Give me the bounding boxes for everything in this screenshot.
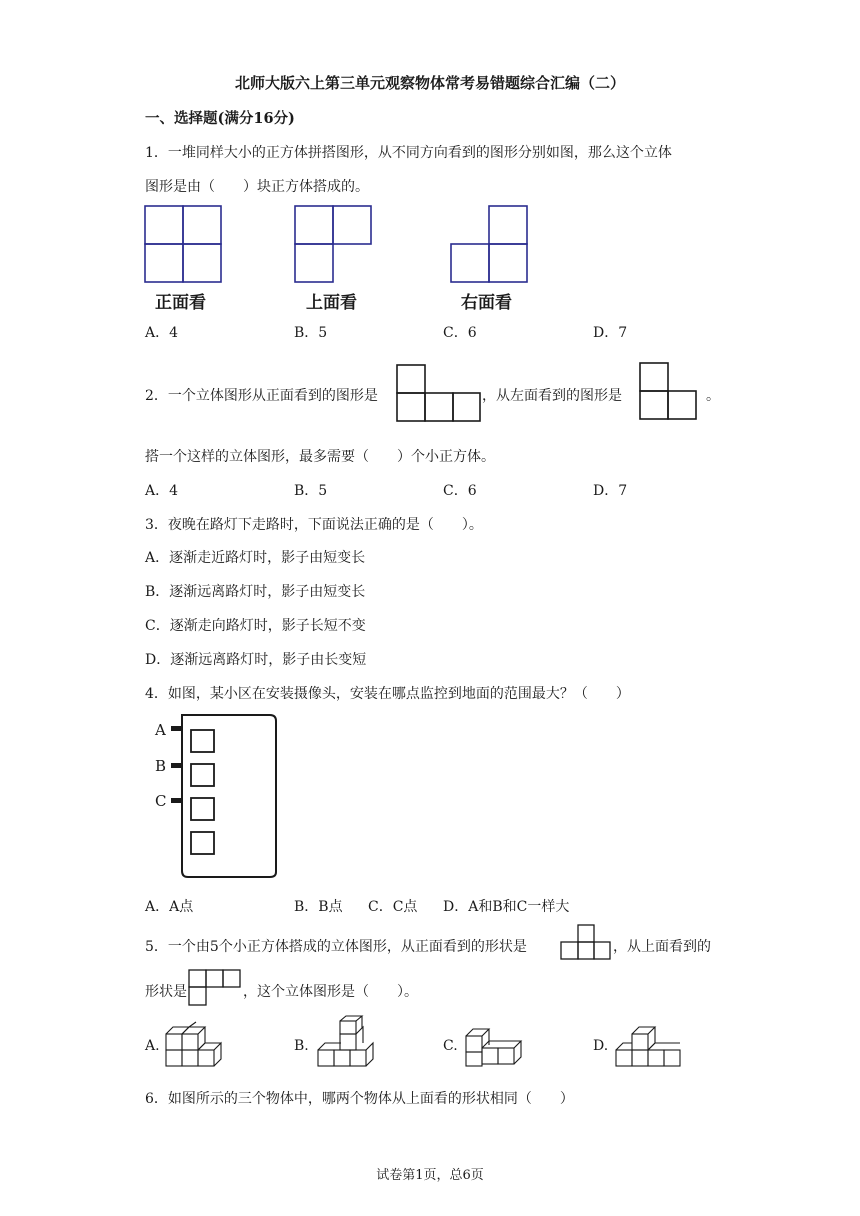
q3-stem: 3．夜晚在路灯下走路时，下面说法正确的是（ ）。 bbox=[145, 517, 483, 533]
q4-point-c-label: C bbox=[155, 792, 167, 810]
q5-option-b-label[interactable]: B. bbox=[294, 1038, 309, 1054]
q2-stem-line2: 搭一个这样的立体图形，最多需要（ ）个小正方体。 bbox=[145, 449, 495, 465]
q5-option-c-figure[interactable] bbox=[460, 1018, 530, 1068]
q4-option-c[interactable]: C．C点 bbox=[368, 899, 418, 915]
q1-front-view-figure bbox=[144, 205, 224, 285]
q5-option-c-label[interactable]: C. bbox=[443, 1038, 458, 1054]
q3-option-d[interactable]: D．逐渐远离路灯时，影子由长变短 bbox=[145, 652, 367, 668]
q1-stem-line1: 1．一堆同样大小的正方体拼搭图形，从不同方向看到的图形分别如图，那么这个立体 bbox=[145, 145, 672, 161]
q5-option-d-figure[interactable] bbox=[614, 1020, 686, 1068]
q1-option-d[interactable]: D．7 bbox=[593, 325, 628, 341]
q5-stem-line2a: 形状是 bbox=[145, 984, 187, 1000]
q2-option-c[interactable]: C．6 bbox=[443, 483, 477, 499]
q4-option-d[interactable]: D．A和B和C一样大 bbox=[443, 899, 570, 915]
q3-option-b[interactable]: B．逐渐远离路灯时，影子由短变长 bbox=[145, 584, 366, 600]
q1-option-a[interactable]: A．4 bbox=[145, 325, 179, 341]
q2-front-view-figure bbox=[396, 364, 482, 422]
q1-option-b[interactable]: B．5 bbox=[294, 325, 328, 341]
q5-stem-line2b: ，这个立体图形是（ ）。 bbox=[243, 984, 418, 1000]
section-heading: 一、选择题(满分16分) bbox=[145, 110, 295, 127]
q4-camera-mark-a bbox=[171, 726, 182, 731]
q4-stem: 4．如图，某小区在安装摄像头，安装在哪点监控到地面的范围最大？（ ） bbox=[145, 686, 630, 702]
q1-right-view-figure bbox=[450, 205, 530, 285]
q5-stem-part1: 5．一个由5个小正方体搭成的立体图形，从正面看到的形状是 bbox=[145, 939, 527, 955]
q5-option-a-label[interactable]: A. bbox=[145, 1038, 160, 1054]
q6-stem: 6．如图所示的三个物体中，哪两个物体从上面看的形状相同（ ） bbox=[145, 1091, 574, 1107]
q5-option-b-figure[interactable] bbox=[312, 1018, 384, 1068]
q1-caption-right: 右面看 bbox=[461, 293, 512, 313]
q5-stem-part2: ，从上面看到的 bbox=[613, 939, 711, 955]
q1-caption-top: 上面看 bbox=[306, 293, 357, 313]
q4-building-figure bbox=[152, 712, 282, 880]
q2-option-a[interactable]: A．4 bbox=[145, 483, 179, 499]
q4-point-b-label: B bbox=[155, 757, 167, 775]
q2-stem-part3: 。 bbox=[706, 388, 720, 404]
q1-top-view-figure bbox=[294, 205, 374, 285]
q2-option-b[interactable]: B．5 bbox=[294, 483, 328, 499]
q3-option-a[interactable]: A．逐渐走近路灯时，影子由短变长 bbox=[145, 550, 366, 566]
q4-camera-mark-b bbox=[171, 763, 182, 768]
q2-stem-part2: ，从左面看到的图形是 bbox=[482, 388, 622, 404]
q1-caption-front: 正面看 bbox=[155, 293, 206, 313]
q2-left-view-figure bbox=[639, 362, 697, 420]
q5-option-a-figure[interactable] bbox=[162, 1020, 232, 1068]
q3-option-c[interactable]: C．逐渐走向路灯时，影子长短不变 bbox=[145, 618, 366, 634]
q5-option-d-label[interactable]: D. bbox=[593, 1038, 609, 1054]
page-title: 北师大版六上第三单元观察物体常考易错题综合汇编（二） bbox=[234, 74, 625, 92]
q2-stem-part1: 2．一个立体图形从正面看到的图形是 bbox=[145, 388, 378, 404]
q4-camera-mark-c bbox=[171, 798, 182, 803]
q1-stem-line2: 图形是由（ ）块正方体搭成的。 bbox=[145, 179, 369, 195]
page-footer: 试卷第1页，总6页 bbox=[376, 1168, 484, 1183]
q4-option-b[interactable]: B．B点 bbox=[294, 899, 343, 915]
q2-option-d[interactable]: D．7 bbox=[593, 483, 628, 499]
q1-option-c[interactable]: C．6 bbox=[443, 325, 477, 341]
q5-front-view-figure bbox=[560, 924, 612, 960]
q4-point-a-label: A bbox=[155, 721, 166, 739]
q5-top-view-figure bbox=[188, 969, 242, 1007]
q4-option-a[interactable]: A．A点 bbox=[145, 899, 194, 915]
